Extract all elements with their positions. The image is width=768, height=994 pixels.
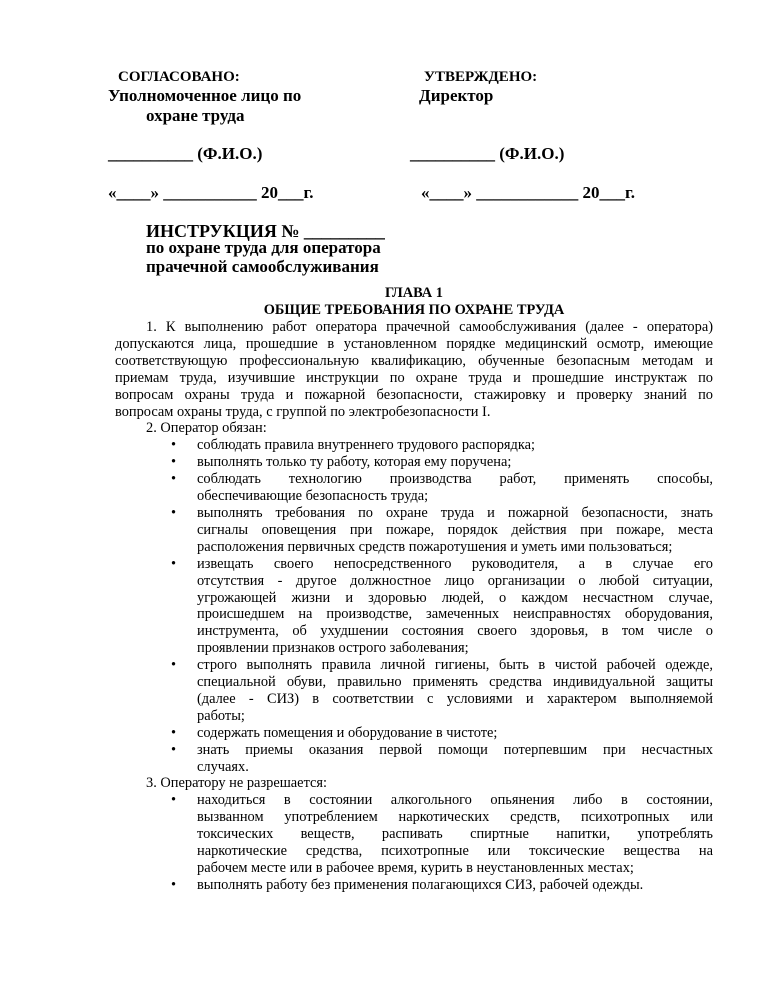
- list-item: [115, 657, 713, 725]
- text-line: 1. К выполнению работ оператора прачечной самообслуживания (далее - оператора): [146, 319, 713, 335]
- text-line: обеспечивающие безопасность труда;: [197, 488, 429, 505]
- text-line: расположения первичных средств пожаротушения и уметь ими пользоваться;: [197, 538, 673, 555]
- approver-title-line1: Уполномоченное лицо по: [108, 86, 302, 105]
- text-line: происшедшем на производстве, замеченных неисправностях оборудования,: [197, 606, 713, 623]
- paragraph-3-list: [115, 792, 713, 893]
- director-signature: __________ (Ф.И.О.): [410, 144, 565, 163]
- list-item: [115, 725, 713, 742]
- chapter-title: ОБЩИЕ ТРЕБОВАНИЯ ПО ОХРАНЕ ТРУДА: [263, 301, 565, 318]
- text-line: • извещать своего непосредственного руководителя, а в случае его: [197, 555, 713, 572]
- chapter-heading: [115, 285, 713, 319]
- approver-signature: __________ (Ф.И.О.): [108, 144, 263, 163]
- approved-label: СОГЛАСОВАНО:: [118, 69, 240, 85]
- approver-date: «____» ___________ 20___г.: [108, 183, 314, 202]
- text-line: (далее - СИЗ) в соответствии с условиями и характером выполняемой: [197, 690, 713, 707]
- paragraph-2-heading: 2. Оператор обязан:: [146, 420, 267, 437]
- text-line: приемам труда, изучившие инструкции по охране труда и прошедшие инструктаж по: [115, 369, 713, 386]
- text-line: наркотические средства, психотропные или токсические вещества на: [197, 843, 713, 860]
- text-line: сигналы оповещения при пожаре, порядок действия при пожаре, места: [197, 521, 713, 538]
- approver-title-line2: охране труда: [146, 106, 245, 125]
- instruction-title: ИНСТРУКЦИЯ № _________: [146, 221, 385, 241]
- text-line: • находиться в состоянии алкогольного опьянения либо в состоянии,: [197, 792, 713, 809]
- confirmed-label: УТВЕРЖДЕНО:: [424, 69, 538, 85]
- document-body: [115, 319, 713, 894]
- text-line: угрожающей жизни и здоровью людей, о каждом несчастном случае,: [197, 589, 713, 606]
- list-item: [115, 505, 713, 556]
- paragraph-1: [115, 319, 713, 420]
- text-line: • соблюдать правила внутреннего трудового распорядка;: [197, 437, 536, 454]
- list-item: [115, 437, 713, 454]
- text-line: рабочем месте или в рабочее время, курить в неустановленных местах;: [197, 860, 634, 876]
- list-item: [115, 556, 713, 657]
- text-line: допускаются лица, прошедшие в установленном порядке медицинский осмотр, имеющие: [115, 335, 713, 352]
- text-line: случаях.: [197, 758, 249, 775]
- list-item: [115, 471, 713, 505]
- director-title: Директор: [419, 86, 494, 105]
- list-item: [115, 454, 713, 471]
- list-item: [115, 792, 713, 877]
- chapter-number: ГЛАВА 1: [385, 285, 443, 301]
- text-line: вызванном употреблением наркотических средств, психотропных или: [197, 809, 713, 826]
- text-line: • выполнять только ту работу, которая ему поручена;: [197, 454, 512, 471]
- text-line: • выполнять требования по охране труда и пожарной безопасности, знать: [197, 504, 713, 521]
- list-item: [115, 877, 713, 894]
- text-line: • знать приемы оказания первой помощи потерпевшим при несчастных: [197, 741, 713, 758]
- director-date: «____» ____________ 20___г.: [421, 183, 636, 202]
- text-line: вопросам охраны труда, с группой по электробезопасности I.: [115, 403, 491, 420]
- text-line: • строго выполнять правила личной гигиены, быть в чистой рабочей одежде,: [197, 657, 713, 674]
- instruction-subtitle-line2: прачечной самообслуживания: [146, 257, 379, 276]
- paragraph-3-heading: 3. Оператору не разрешается:: [146, 775, 328, 792]
- text-line: проявлении признаков острого заболевания;: [197, 640, 469, 657]
- paragraph-2-list: [115, 437, 713, 775]
- text-line: специальной обуви, правильно применять средства индивидуальной защиты: [197, 674, 713, 691]
- text-line: инструмента, об ухудшении состояния своего здоровья, в том числе о: [197, 623, 713, 640]
- text-line: токсических веществ, распивать спиртные напитки, употреблять: [197, 826, 713, 843]
- text-line: работы;: [197, 707, 245, 724]
- text-line: • выполнять работу без применения полагающихся СИЗ, рабочей одежды.: [197, 876, 644, 893]
- text-line: • соблюдать технологию производства работ, применять способы,: [197, 471, 713, 488]
- text-line: вопросам охраны труда и пожарной безопасности, стажировку и проверку знаний по: [115, 386, 713, 403]
- text-line: отсутствия - другое должностное лицо организации о любой ситуации,: [197, 572, 713, 589]
- list-item: [115, 742, 713, 776]
- text-line: соответствующую профессиональную квалификацию, обученные безопасным методам и: [115, 352, 713, 369]
- text-line: • содержать помещения и оборудование в чистоте;: [197, 724, 498, 741]
- instruction-subtitle-line1: по охране труда для оператора: [146, 238, 381, 257]
